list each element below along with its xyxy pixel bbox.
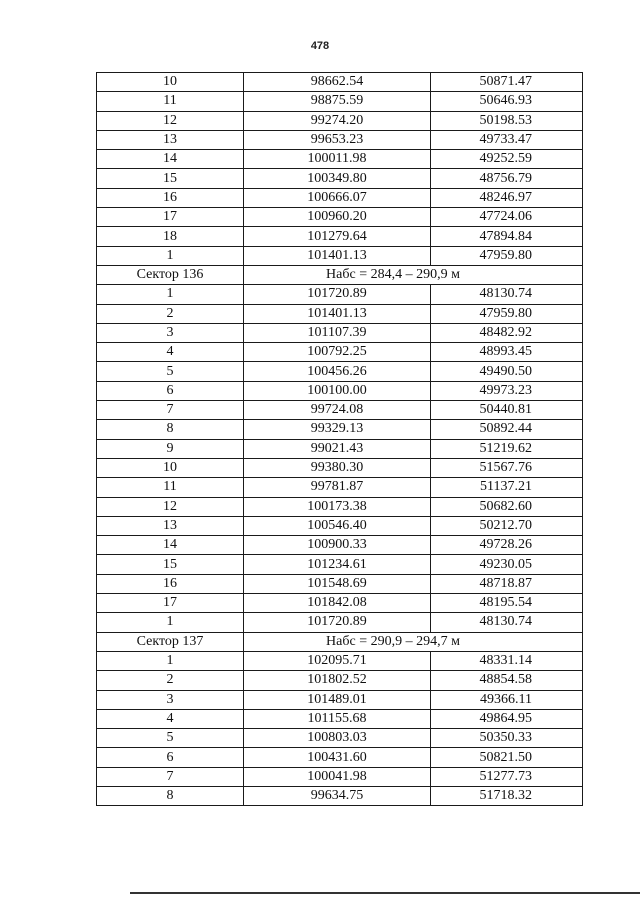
- x-coordinate-cell: 102095.71: [244, 651, 431, 670]
- page-bottom-rule: [130, 892, 640, 894]
- y-coordinate-cell: 49733.47: [431, 130, 583, 149]
- y-coordinate-cell: 49728.26: [431, 536, 583, 555]
- y-coordinate-cell: 50892.44: [431, 420, 583, 439]
- x-coordinate-cell: 99380.30: [244, 458, 431, 477]
- y-coordinate-cell: 50682.60: [431, 497, 583, 516]
- x-coordinate-cell: 101107.39: [244, 323, 431, 342]
- y-coordinate-cell: 48331.14: [431, 651, 583, 670]
- table-row: [97, 709, 583, 728]
- sector-header-row: [97, 632, 583, 651]
- table-row: [97, 246, 583, 265]
- point-number-cell: 9: [97, 439, 244, 458]
- table-row: [97, 130, 583, 149]
- x-coordinate-cell: 100792.25: [244, 343, 431, 362]
- y-coordinate-cell: 49490.50: [431, 362, 583, 381]
- point-number-cell: 16: [97, 188, 244, 207]
- point-number-cell: 4: [97, 709, 244, 728]
- point-number-cell: 2: [97, 304, 244, 323]
- table-row: [97, 767, 583, 786]
- x-coordinate-cell: 100803.03: [244, 729, 431, 748]
- x-coordinate-cell: 100011.98: [244, 150, 431, 169]
- point-number-cell: 6: [97, 748, 244, 767]
- x-coordinate-cell: 100100.00: [244, 381, 431, 400]
- x-coordinate-cell: 99781.87: [244, 478, 431, 497]
- point-number-cell: 3: [97, 323, 244, 342]
- coordinates-table-container: [96, 72, 582, 806]
- table-row: [97, 671, 583, 690]
- height-range-label: Набс = 290,9 – 294,7 м: [244, 632, 583, 651]
- point-number-cell: 8: [97, 420, 244, 439]
- x-coordinate-cell: 100666.07: [244, 188, 431, 207]
- x-coordinate-cell: 98662.54: [244, 73, 431, 92]
- table-row: [97, 458, 583, 477]
- table-row: [97, 92, 583, 111]
- point-number-cell: 11: [97, 478, 244, 497]
- point-number-cell: 11: [97, 92, 244, 111]
- sector-header-row: [97, 265, 583, 284]
- point-number-cell: 3: [97, 690, 244, 709]
- y-coordinate-cell: 50440.81: [431, 401, 583, 420]
- point-number-cell: 7: [97, 401, 244, 420]
- y-coordinate-cell: 49252.59: [431, 150, 583, 169]
- table-row: [97, 73, 583, 92]
- point-number-cell: 12: [97, 111, 244, 130]
- point-number-cell: 6: [97, 381, 244, 400]
- page-number: 478: [310, 40, 330, 52]
- x-coordinate-cell: 101401.13: [244, 246, 431, 265]
- sector-label: Сектор 136: [97, 265, 244, 284]
- table-row: [97, 150, 583, 169]
- y-coordinate-cell: 48854.58: [431, 671, 583, 690]
- table-row: [97, 690, 583, 709]
- y-coordinate-cell: 47959.80: [431, 304, 583, 323]
- point-number-cell: 5: [97, 362, 244, 381]
- y-coordinate-cell: 50212.70: [431, 516, 583, 535]
- y-coordinate-cell: 49864.95: [431, 709, 583, 728]
- x-coordinate-cell: 99021.43: [244, 439, 431, 458]
- y-coordinate-cell: 47724.06: [431, 208, 583, 227]
- point-number-cell: 10: [97, 458, 244, 477]
- x-coordinate-cell: 100431.60: [244, 748, 431, 767]
- x-coordinate-cell: 99653.23: [244, 130, 431, 149]
- point-number-cell: 15: [97, 555, 244, 574]
- point-number-cell: 8: [97, 786, 244, 805]
- x-coordinate-cell: 99274.20: [244, 111, 431, 130]
- point-number-cell: 1: [97, 246, 244, 265]
- x-coordinate-cell: 98875.59: [244, 92, 431, 111]
- y-coordinate-cell: 50198.53: [431, 111, 583, 130]
- y-coordinate-cell: 47959.80: [431, 246, 583, 265]
- y-coordinate-cell: 48246.97: [431, 188, 583, 207]
- table-row: [97, 439, 583, 458]
- y-coordinate-cell: 51718.32: [431, 786, 583, 805]
- point-number-cell: 1: [97, 613, 244, 632]
- x-coordinate-cell: 101842.08: [244, 594, 431, 613]
- x-coordinate-cell: 101279.64: [244, 227, 431, 246]
- table-row: [97, 651, 583, 670]
- x-coordinate-cell: 99724.08: [244, 401, 431, 420]
- point-number-cell: 13: [97, 516, 244, 535]
- x-coordinate-cell: 101234.61: [244, 555, 431, 574]
- x-coordinate-cell: 101720.89: [244, 613, 431, 632]
- point-number-cell: 7: [97, 767, 244, 786]
- point-number-cell: 14: [97, 536, 244, 555]
- point-number-cell: 18: [97, 227, 244, 246]
- table-row: [97, 478, 583, 497]
- table-row: [97, 497, 583, 516]
- point-number-cell: 4: [97, 343, 244, 362]
- y-coordinate-cell: 48130.74: [431, 613, 583, 632]
- x-coordinate-cell: 100349.80: [244, 169, 431, 188]
- table-row: [97, 786, 583, 805]
- table-row: [97, 729, 583, 748]
- x-coordinate-cell: 100900.33: [244, 536, 431, 555]
- x-coordinate-cell: 100041.98: [244, 767, 431, 786]
- x-coordinate-cell: 101401.13: [244, 304, 431, 323]
- x-coordinate-cell: 101720.89: [244, 285, 431, 304]
- y-coordinate-cell: 51219.62: [431, 439, 583, 458]
- y-coordinate-cell: 48195.54: [431, 594, 583, 613]
- y-coordinate-cell: 49366.11: [431, 690, 583, 709]
- table-row: [97, 516, 583, 535]
- table-row: [97, 401, 583, 420]
- point-number-cell: 1: [97, 285, 244, 304]
- table-row: [97, 536, 583, 555]
- table-row: [97, 381, 583, 400]
- y-coordinate-cell: 51567.76: [431, 458, 583, 477]
- point-number-cell: 15: [97, 169, 244, 188]
- point-number-cell: 14: [97, 150, 244, 169]
- y-coordinate-cell: 50350.33: [431, 729, 583, 748]
- y-coordinate-cell: 48130.74: [431, 285, 583, 304]
- y-coordinate-cell: 48482.92: [431, 323, 583, 342]
- height-range-label: Набс = 284,4 – 290,9 м: [244, 265, 583, 284]
- x-coordinate-cell: 99634.75: [244, 786, 431, 805]
- table-row: [97, 111, 583, 130]
- table-row: [97, 748, 583, 767]
- point-number-cell: 2: [97, 671, 244, 690]
- table-row: [97, 227, 583, 246]
- x-coordinate-cell: 101155.68: [244, 709, 431, 728]
- y-coordinate-cell: 48993.45: [431, 343, 583, 362]
- y-coordinate-cell: 50871.47: [431, 73, 583, 92]
- point-number-cell: 12: [97, 497, 244, 516]
- table-row: [97, 613, 583, 632]
- y-coordinate-cell: 48718.87: [431, 574, 583, 593]
- table-row: [97, 362, 583, 381]
- table-row: [97, 208, 583, 227]
- point-number-cell: 5: [97, 729, 244, 748]
- x-coordinate-cell: 101489.01: [244, 690, 431, 709]
- x-coordinate-cell: 99329.13: [244, 420, 431, 439]
- coordinates-table: [96, 72, 583, 806]
- table-row: [97, 555, 583, 574]
- x-coordinate-cell: 100546.40: [244, 516, 431, 535]
- y-coordinate-cell: 50646.93: [431, 92, 583, 111]
- table-row: [97, 285, 583, 304]
- table-row: [97, 343, 583, 362]
- coordinates-table-body: [97, 73, 583, 806]
- table-row: [97, 420, 583, 439]
- table-row: [97, 188, 583, 207]
- table-row: [97, 323, 583, 342]
- point-number-cell: 16: [97, 574, 244, 593]
- x-coordinate-cell: 101548.69: [244, 574, 431, 593]
- table-row: [97, 574, 583, 593]
- y-coordinate-cell: 49973.23: [431, 381, 583, 400]
- y-coordinate-cell: 51137.21: [431, 478, 583, 497]
- y-coordinate-cell: 47894.84: [431, 227, 583, 246]
- table-row: [97, 594, 583, 613]
- y-coordinate-cell: 50821.50: [431, 748, 583, 767]
- point-number-cell: 1: [97, 651, 244, 670]
- point-number-cell: 10: [97, 73, 244, 92]
- x-coordinate-cell: 100960.20: [244, 208, 431, 227]
- point-number-cell: 17: [97, 594, 244, 613]
- point-number-cell: 17: [97, 208, 244, 227]
- y-coordinate-cell: 51277.73: [431, 767, 583, 786]
- table-row: [97, 169, 583, 188]
- x-coordinate-cell: 101802.52: [244, 671, 431, 690]
- point-number-cell: 13: [97, 130, 244, 149]
- sector-label: Сектор 137: [97, 632, 244, 651]
- x-coordinate-cell: 100173.38: [244, 497, 431, 516]
- table-row: [97, 304, 583, 323]
- y-coordinate-cell: 49230.05: [431, 555, 583, 574]
- y-coordinate-cell: 48756.79: [431, 169, 583, 188]
- x-coordinate-cell: 100456.26: [244, 362, 431, 381]
